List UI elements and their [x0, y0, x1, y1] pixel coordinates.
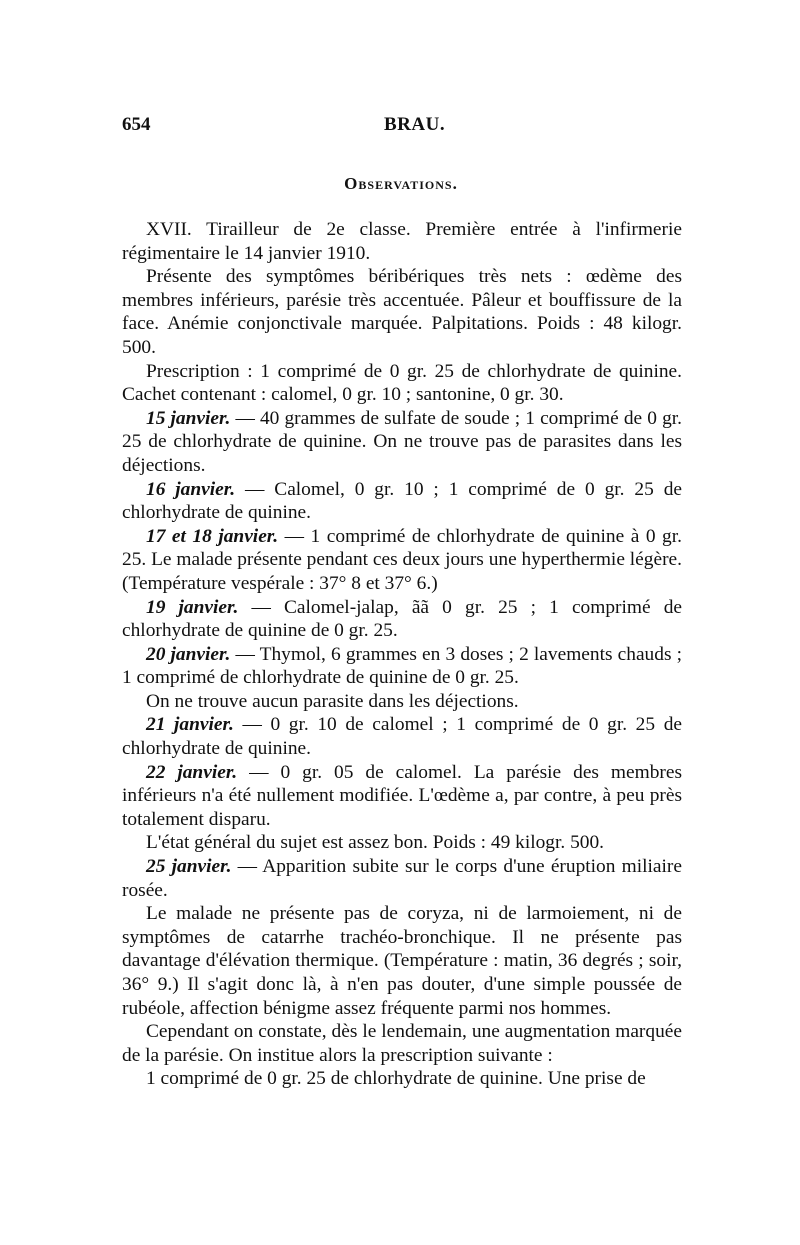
entry-date: 15 janvier.: [146, 407, 231, 429]
paragraph-text: — Thymol, 6 grammes en 3 doses ; 2 lavements chauds ; 1 comprimé de chlorhydrate de quinine de 0 gr. 25.: [122, 643, 683, 689]
paragraph-text: — 0 gr. 05 de calomel. La parésie des membres inférieurs n'a été nullement modifiée. L'œdème a, par contre, à peu près totalement disparu.: [122, 761, 683, 830]
page-number: 654: [122, 114, 151, 135]
running-title: BRAU.: [384, 114, 446, 135]
paragraph: [122, 360, 682, 407]
paragraph-text: — Calomel, 0 gr. 10 ; 1 comprimé de 0 gr. 25 de chlorhydrate de quinine.: [122, 478, 682, 524]
paragraph: [122, 713, 682, 760]
paragraph-text: Le malade ne présente pas de coryza, ni de larmoiement, ni de symptômes de catarrhe trachéo-bronchique. Il ne présente pas davantage d'élévation thermique. (Température : matin, 36 degrés ; soir, 36° 9.) Il s'agit donc là, à n'en pas douter, d'une simple poussée de rubéole, affection bénigme assez fréquente parmi nos hommes.: [122, 903, 682, 1019]
paragraph: [122, 218, 682, 265]
paragraph: [122, 1067, 682, 1091]
body-text: [122, 218, 682, 1091]
entry-date: 22 janvier.: [146, 761, 238, 783]
paragraph: [122, 525, 682, 596]
running-header: [122, 114, 680, 142]
paragraph: [122, 407, 682, 478]
entry-date: 16 janvier.: [146, 478, 236, 500]
entry-date: 25 janvier.: [146, 856, 232, 878]
paragraph-text: Prescription : 1 comprimé de 0 gr. 25 de chlorhydrate de quinine. Cachet contenant : calomel, 0 gr. 10 ; santonine, 0 gr. 30.: [122, 360, 682, 406]
paragraph: [122, 1020, 682, 1067]
paragraph-text: — 40 grammes de sulfate de soude ; 1 comprimé de 0 gr. 25 de chlorhydrate de quinine. On ne trouve pas de parasites dans les déjections.: [122, 407, 682, 476]
entry-date: 20 janvier.: [146, 643, 231, 665]
paragraph: [122, 855, 682, 902]
entry-date: 19 janvier.: [146, 596, 239, 618]
paragraph: [122, 831, 682, 855]
paragraph-text: XVII. Tirailleur de 2e classe. Première entrée à l'infirmerie régimentaire le 14 janvier 1910.: [122, 219, 682, 264]
paragraph: [122, 596, 682, 643]
paragraph-text: — Calomel-jalap, ãã 0 gr. 25 ; 1 comprimé de chlorhydrate de quinine de 0 gr. 25.: [122, 596, 683, 642]
paragraph-text: Cependant on constate, dès le lendemain, une augmentation marquée de la parésie. On institue alors la prescription suivante :: [122, 1021, 682, 1066]
paragraph-text: L'état général du sujet est assez bon. Poids : 49 kilogr. 500.: [146, 832, 605, 854]
entry-date: 21 janvier.: [146, 714, 234, 736]
paragraph: [122, 643, 682, 690]
entry-date: 17 et 18 janvier.: [146, 525, 279, 547]
paragraph-text: On ne trouve aucun parasite dans les déjections.: [146, 690, 519, 712]
paragraph-text: — Apparition subite sur le corps d'une éruption miliaire rosée.: [122, 856, 682, 901]
paragraph: [122, 265, 682, 359]
paragraph: [122, 761, 682, 832]
paragraph-text: — 0 gr. 10 de calomel ; 1 comprimé de 0 gr. 25 de chlorhydrate de quinine.: [122, 714, 682, 760]
section-title: Observations.: [344, 174, 458, 193]
paragraph: [122, 902, 682, 1020]
paragraph: [122, 478, 682, 525]
paragraph-text: 1 comprimé de 0 gr. 25 de chlorhydrate de quinine. Une prise de: [146, 1068, 646, 1090]
paragraph-text: Présente des symptômes béribériques très nets : œdème des membres inférieurs, parésie très accentuée. Pâleur et bouffissure de la face. Anémie conjonctivale marquée. Palpitations. Poids : 48 kilogr. 500.: [122, 266, 682, 358]
paragraph-text: — 1 comprimé de chlorhydrate de quinine à 0 gr. 25. Le malade présente pendant ces deux jours une hyperthermie légère. (Température vespérale : 37° 8 et 37° 6.): [122, 525, 682, 594]
paragraph: [122, 690, 682, 714]
